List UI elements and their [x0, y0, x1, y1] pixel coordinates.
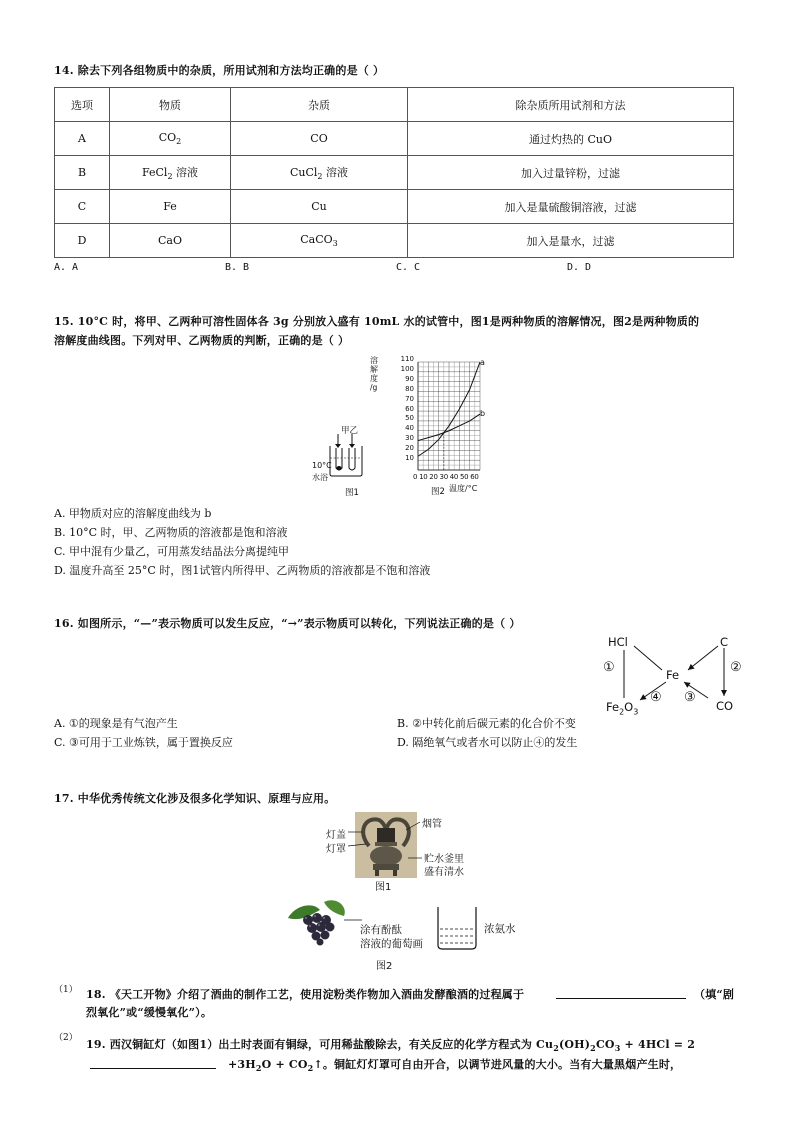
q15-fig1-tube-labels: 甲乙 [341, 426, 359, 436]
q19-text-line1: 19. 西汉铜缸灯（如图1）出土时表面有铜绿，可用稀盐酸除去，有关反应的化学方程式为 $Cu_2(OH)_2CO_3 + 4HCl = 2$ [86, 1038, 696, 1054]
q18-text-line2: 烈氧化”或“缓慢氧化”）。 [86, 1006, 213, 1019]
node-hcl: HCl [608, 635, 628, 649]
table-cell: 加入是量硫酸铜溶液，过滤 [408, 190, 734, 224]
table-header: 物质 [110, 88, 231, 122]
q15-fig1-bath: 水浴 [312, 473, 328, 482]
q16-stem: 16. 如图所示，“—”表示物质可以发生反应，“→”表示物质可以转化，下列说法正确的是（ ） [54, 617, 521, 630]
table-row [55, 88, 734, 122]
q19-number: （2） [54, 1033, 78, 1043]
node-fe2o3: $Fe_2O_3$ [606, 700, 639, 717]
table-cell: 加入过量锌粉，过滤 [408, 156, 734, 190]
q15-fig2-xlabel: 温度/°C [449, 484, 478, 493]
table-cell: D [55, 224, 110, 258]
choice-b[interactable]: B. B [225, 262, 250, 273]
label-4: ④ [650, 690, 662, 705]
q16-choice-b[interactable]: B. ②中转化前后碳元素的化合价不变 [397, 717, 576, 730]
q15-fig2-caption: 图2 [431, 487, 445, 497]
q17-fig2-caption: 图2 [376, 961, 393, 972]
table-row [55, 224, 734, 258]
table-cell: CaO [110, 224, 231, 258]
q15-fig2-ylabel: 溶 解 度 /g [370, 356, 378, 392]
q15-choice-d[interactable]: D. 温度升高至 25°C 时，图1试管内所得甲、乙两物质的溶液都是不饱和溶液 [54, 564, 431, 577]
table-header: 除杂质所用试剂和方法 [408, 88, 734, 122]
q15-choice-c[interactable]: C. 甲中混有少量乙，可用蒸发结晶法分离提纯甲 [54, 545, 290, 558]
q15-fig1-temp: 10°C [312, 461, 332, 470]
grape-label1: 涂有酚酞 [360, 924, 402, 936]
table-cell: $CO_2$ [110, 122, 231, 156]
q16-choice-d[interactable]: D. 隔绝氧气或者水可以防止④的发生 [397, 736, 578, 749]
table-cell: CuCl$_2$ 溶液 [231, 156, 408, 190]
curve-a-label: a [480, 358, 485, 367]
choice-a[interactable]: A. A [54, 262, 79, 273]
q15-fig2-xticks: 0 10 20 30 40 50 60 [413, 473, 479, 481]
table-row [55, 122, 734, 156]
q14-table [54, 87, 734, 258]
table-row [55, 190, 734, 224]
choice-c[interactable]: C. C [396, 262, 421, 273]
table-cell: Fe [110, 190, 231, 224]
table-cell: A [55, 122, 110, 156]
lamp-shade-label: 灯罩 [326, 844, 346, 855]
q15-fig1-caption: 图1 [345, 488, 359, 498]
label-2: ② [730, 660, 742, 675]
lamp-water-label2: 盛有清水 [424, 867, 464, 878]
q16-choice-a[interactable]: A. ①的现象是有气泡产生 [54, 717, 178, 730]
table-cell: B [55, 156, 110, 190]
lamp-pipe-label: 烟管 [422, 819, 442, 830]
table-cell: 通过灼热的 CuO [408, 122, 734, 156]
lamp-water-label1: 贮水釜里 [424, 854, 464, 865]
q15-choice-a[interactable]: A. 甲物质对应的溶解度曲线为 b [54, 507, 212, 520]
grape-label2: 溶液的葡萄画 [360, 938, 423, 950]
q15-fig2-yticks: 110 100 90 80 70 60 50 40 30 20 10 [400, 355, 414, 463]
q19-text-line2: $+3H_2O$ + $CO_2↑$。铜缸灯灯罩可自由开合，以调节进风量的大小。当有大量黑烟产生时， [228, 1058, 682, 1074]
table-header: 选项 [55, 88, 110, 122]
node-fe: Fe [666, 668, 680, 682]
table-header: 杂质 [231, 88, 408, 122]
ammonia-label: 浓氨水 [484, 923, 516, 935]
ammonia-beaker [434, 905, 480, 951]
table-cell: 加入是量水，过滤 [408, 224, 734, 258]
table-cell: CO [231, 122, 408, 156]
choice-d[interactable]: D. D [567, 262, 592, 273]
q18-number: （1） [54, 985, 78, 995]
q14-stem: 14. 除去下列各组物质中的杂质，所用试剂和方法均正确的是（ ） [54, 64, 385, 77]
q18-text: 18. 《天工开物》介绍了酒曲的制作工艺，使用淀粉类作物加入酒曲发酵酿酒的过程属于 [86, 988, 525, 1001]
table-cell: CaCO$_3$ [231, 224, 408, 258]
q15-stem-line2: 溶解度曲线图。下列对甲、乙两物质的判断，正确的是（ ） [54, 334, 350, 347]
lamp-lid-label: 灯盖 [326, 830, 346, 841]
node-co: CO [716, 699, 734, 713]
q18-text-tail: （填“剧 [694, 988, 735, 1001]
q17-fig1-caption: 图1 [375, 882, 392, 893]
label-3: ③ [684, 690, 696, 705]
curve-b-label: b [480, 409, 486, 418]
q18-answer-blank[interactable] [556, 998, 686, 999]
q19-answer-blank[interactable] [90, 1068, 216, 1069]
node-c: C [720, 635, 729, 649]
table-row [55, 156, 734, 190]
q17-stem: 17. 中华优秀传统文化涉及很多化学知识、原理与应用。 [54, 792, 336, 805]
q15-fig2-chart [416, 360, 486, 472]
q15-choice-b[interactable]: B. 10°C 时，甲、乙两物质的溶液都是饱和溶液 [54, 526, 288, 539]
q16-choice-c[interactable]: C. ③可用于工业炼铁，属于置换反应 [54, 736, 233, 749]
table-cell: Cu [231, 190, 408, 224]
table-cell: C [55, 190, 110, 224]
label-1: ① [603, 660, 615, 675]
q15-stem-line1: 15. 10°C 时，将甲、乙两种可溶性固体各 3g 分别放入盛有 10mL 水的试管中，图1是两种物质的溶解情况，图2是两种物质的 [54, 315, 700, 328]
table-cell: FeCl$_2$ 溶液 [110, 156, 231, 190]
